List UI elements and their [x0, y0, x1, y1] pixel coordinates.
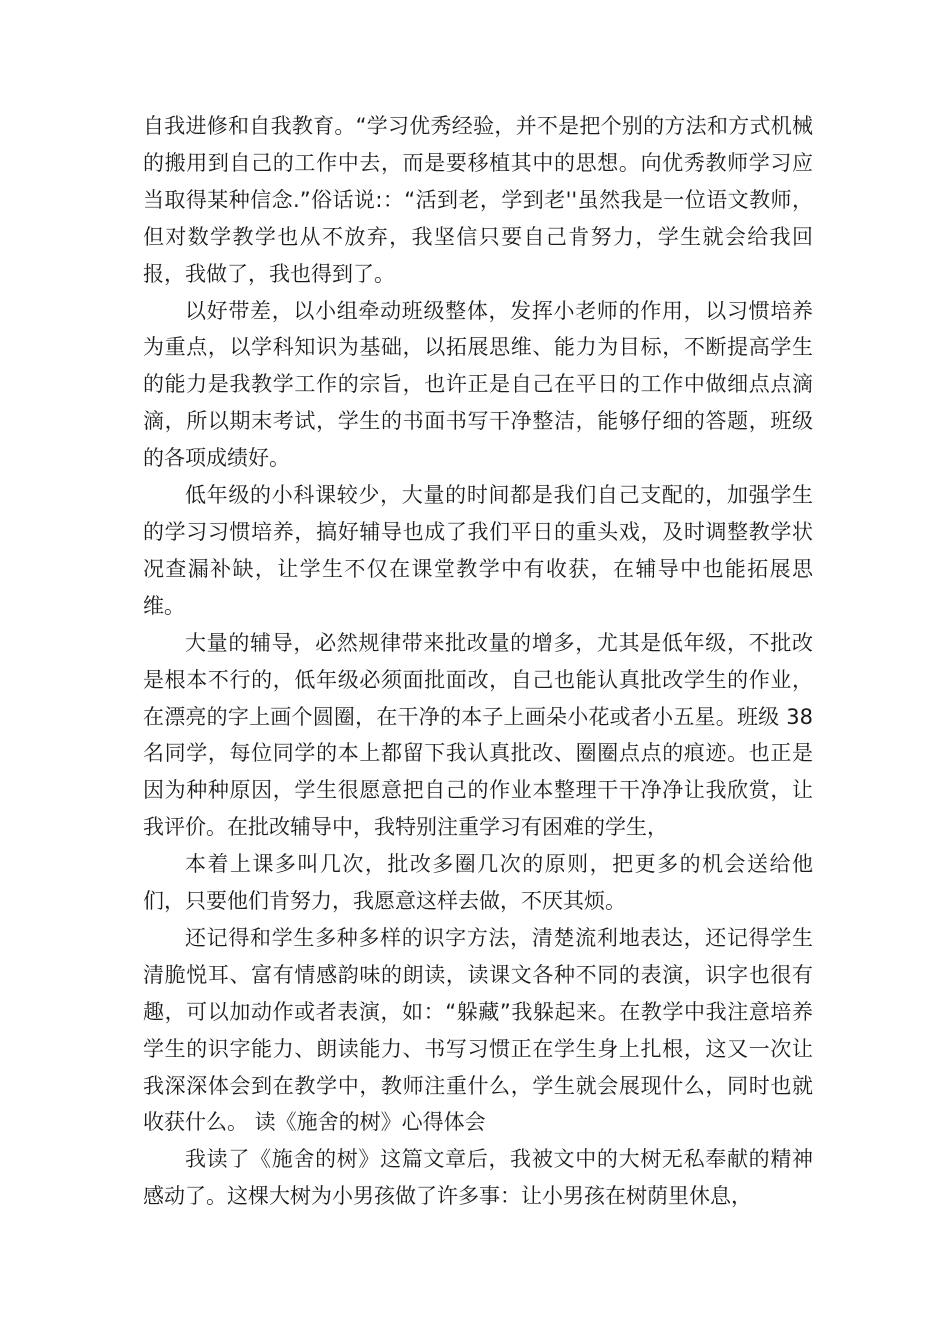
paragraph-3: 低年级的小科课较少，大量的时间都是我们自己支配的，加强学生的学习习惯培养，搞好辅导也成了我们平日的重头戏，及时调整教学状况查漏补缺，让学生不仅在课堂教学中有收获，在辅导中也能拓展思维。 [143, 483, 813, 618]
paragraph-1: 自我进修和自我教育。“学习优秀经验，并不是把个别的方法和方式机械的搬用到自己的工作中去，而是要移植其中的思想。向优秀教师学习应当取得某种信念.”俗话说:：“活到老，学到老''虽然我是一位语文教师，但对数学教学也从不放弃，我坚信只要自己肯努力，学生就会给我回报，我做了，我也得到了。 [143, 114, 813, 286]
paragraph-7: 我读了《施舍的树》这篇文章后，我被文中的大树无私奉献的精神感动了。这棵大树为小男孩做了许多事：让小男孩在树荫里休息， [143, 1147, 813, 1209]
paragraph-4: 大量的辅导，必然规律带来批改量的增多，尤其是低年级，不批改是根本不行的，低年级必须面批面改，自己也能认真批改学生的作业，在漂亮的字上画个圆圈，在干净的本子上画朵小花或者小五星。班级 38 名同学，每位同学的本上都留下我认真批改、圈圈点点的痕迹。也正是因为种种原因，学生很愿意把自己的作业本整理干干净净让我欣赏，让我评价。在批改辅导中，我特别注重学习有困难的学生， [143, 630, 813, 840]
paragraph-5: 本着上课多叫几次，批改多圈几次的原则，把更多的机会送给他们，只要他们肯努力，我愿意这样去做，不厌其烦。 [143, 852, 813, 914]
paragraph-2: 以好带差，以小组牵动班级整体，发挥小老师的作用，以习惯培养为重点，以学科知识为基础，以拓展思维、能力为目标，不断提高学生的能力是我教学工作的宗旨，也许正是自己在平日的工作中做细点点滴滴，所以期末考试，学生的书面书写干净整洁，能够仔细的答题，班级的各项成绩好。 [143, 298, 813, 471]
document-body [143, 108, 813, 1215]
paragraph-6: 还记得和学生多种多样的识字方法，清楚流利地表达，还记得学生清脆悦耳、富有情感韵味的朗读，读课文各种不同的表演，识字也很有趣，可以加动作或者表演，如：“躲藏”我躲起来。在教学中我注意培养学生的识字能力、朗读能力、书写习惯正在学生身上扎根，这又一次让我深深体会到在教学中，教师注重什么，学生就会展现什么，同时也就收获什么。 读《施舍的树》心得体会 [143, 925, 813, 1135]
